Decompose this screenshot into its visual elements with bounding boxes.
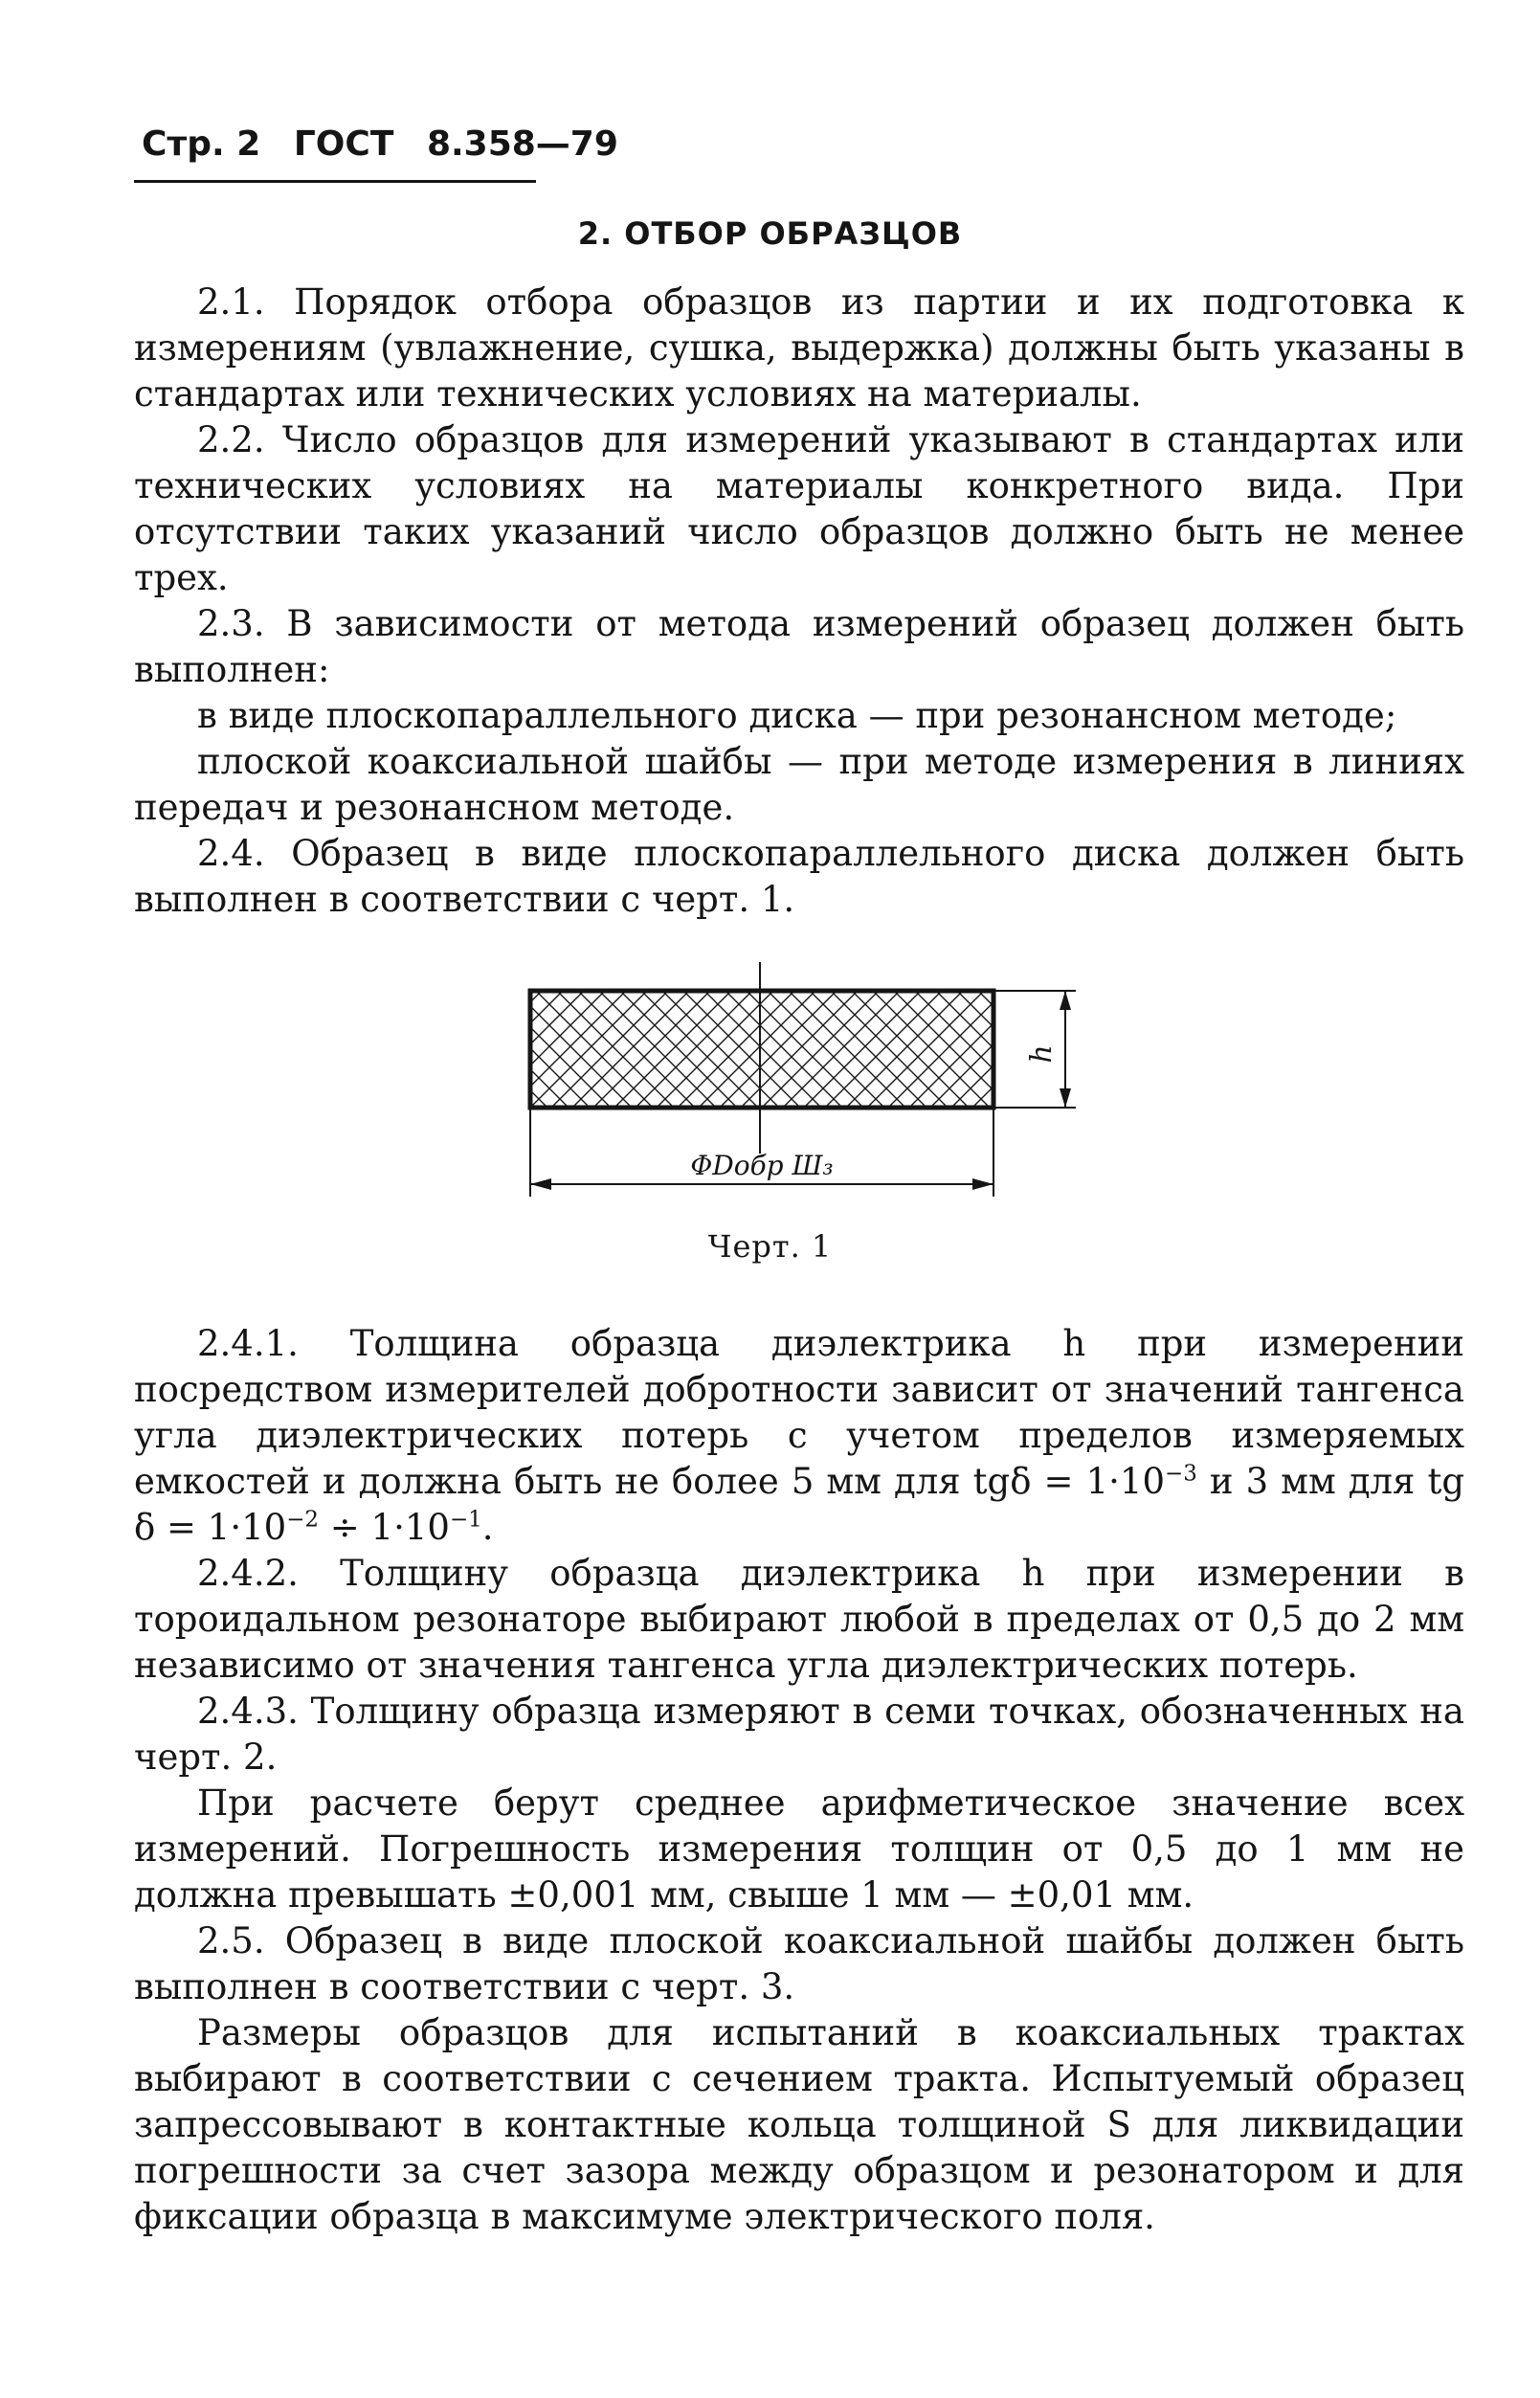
text-block-top xyxy=(134,280,1464,923)
figure-1-disk-drawing xyxy=(507,962,1101,1268)
page-label: Стр. 2 xyxy=(142,124,261,164)
page-header xyxy=(142,124,639,164)
height-label: h xyxy=(1025,1044,1059,1064)
diameter-label: ΦDобр Ш₃ xyxy=(690,1150,834,1181)
header-rule xyxy=(134,180,536,183)
disk-drawing-svg xyxy=(507,962,1101,1249)
paragraph-2-3-item-washer: плоской коаксиальной шайбы — при методе измерения в линиях передач и резонансном методе. xyxy=(134,741,1464,828)
paragraph-2-4-1 xyxy=(134,1321,1464,1551)
height-arrow-top xyxy=(1060,991,1071,1010)
paragraph-2-3-item-disk: в виде плоскопараллельного диска — при резонансном методе; xyxy=(197,695,1397,736)
paragraph-2-4-3: 2.4.3. Толщину образца измеряют в семи точках, обозначенных на черт. 2. xyxy=(134,1691,1464,1778)
paragraph-2-4: 2.4. Образец в виде плоскопараллельного диска должен быть выполнен в соответствии с черт. 1. xyxy=(134,833,1464,920)
paragraph-2-2: 2.2. Число образцов для измерений указывают в стандартах или технических условиях на материалы конкретного вида. При отсутствии таких указаний число образцов должно быть не менее трех. xyxy=(134,419,1464,598)
paragraph-2-4-3-calculation: При расчете берут среднее арифметическое значение всех измерений. Погрешность измерения толщин от 0,5 до 1 мм не должна превышать ±0,001 мм, свыше 1 мм — ±0,01 мм. xyxy=(134,1782,1464,1916)
text-block-bottom xyxy=(134,1321,1464,2240)
paragraph-2-4-1-text-end: . xyxy=(481,1507,494,1548)
paragraph-2-5: 2.5. Образец в виде плоской коаксиальной шайбы должен быть выполнен в соответствии с черт. 3. xyxy=(134,1920,1464,2007)
paragraph-2-4-1-exponent-1: −3 xyxy=(1165,1461,1197,1487)
paragraph-2-1: 2.1. Порядок отбора образцов из партии и их подготовка к измерениям (увлажнение, сушка, выдержка) должны быть указаны в стандартах или технических условиях на материалы. xyxy=(134,281,1464,415)
figure-1-caption: Черт. 1 xyxy=(707,1228,833,1265)
paragraph-2-4-1-text-mid: и 3 мм для tg δ = 1·10 xyxy=(134,1461,1464,1548)
height-arrow-bottom xyxy=(1060,1088,1071,1108)
paragraph-2-4-1-text-mid2: ÷ 1·10 xyxy=(319,1507,450,1548)
standard-name: ГОСТ xyxy=(293,124,394,164)
section-title: 2. ОТБОР ОБРАЗЦОВ xyxy=(577,215,963,252)
diameter-arrow-left xyxy=(530,1178,551,1190)
paragraph-2-3: 2.3. В зависимости от метода измерений образец должен быть выполнен: xyxy=(134,603,1464,690)
paragraph-2-4-1-exponent-3: −1 xyxy=(449,1507,482,1533)
diameter-arrow-right xyxy=(972,1178,993,1190)
paragraph-2-4-1-text-main: 2.4.1. Толщина образца диэлектрика h при измерении посредством измерителей добротности зависит от значений тангенса угла диэлектрических потерь с учетом пределов измеряемых емкостей и должна быть не более 5 мм для tgδ = 1·10 xyxy=(134,1323,1464,1502)
paragraph-2-4-1-exponent-2: −2 xyxy=(286,1507,320,1533)
disk-section xyxy=(530,991,993,1108)
paragraph-2-5-sizes: Размеры образцов для испытаний в коаксиальных трактах выбирают в соответствии с сечением тракта. Испытуемый образец запрессовывают в контактные кольца толщиной S для ликвидации погрешности за счет зазора между образцом и резонатором и для фиксации образца в максимуме электрического поля. xyxy=(134,2012,1464,2237)
standard-number: 8.358—79 xyxy=(426,124,618,164)
paragraph-2-4-2: 2.4.2. Толщину образца диэлектрика h при измерении в тороидальном резонаторе выбирают любой в пределах от 0,5 до 2 мм независимо от значения тангенса угла диэлектрических потерь. xyxy=(134,1553,1464,1686)
